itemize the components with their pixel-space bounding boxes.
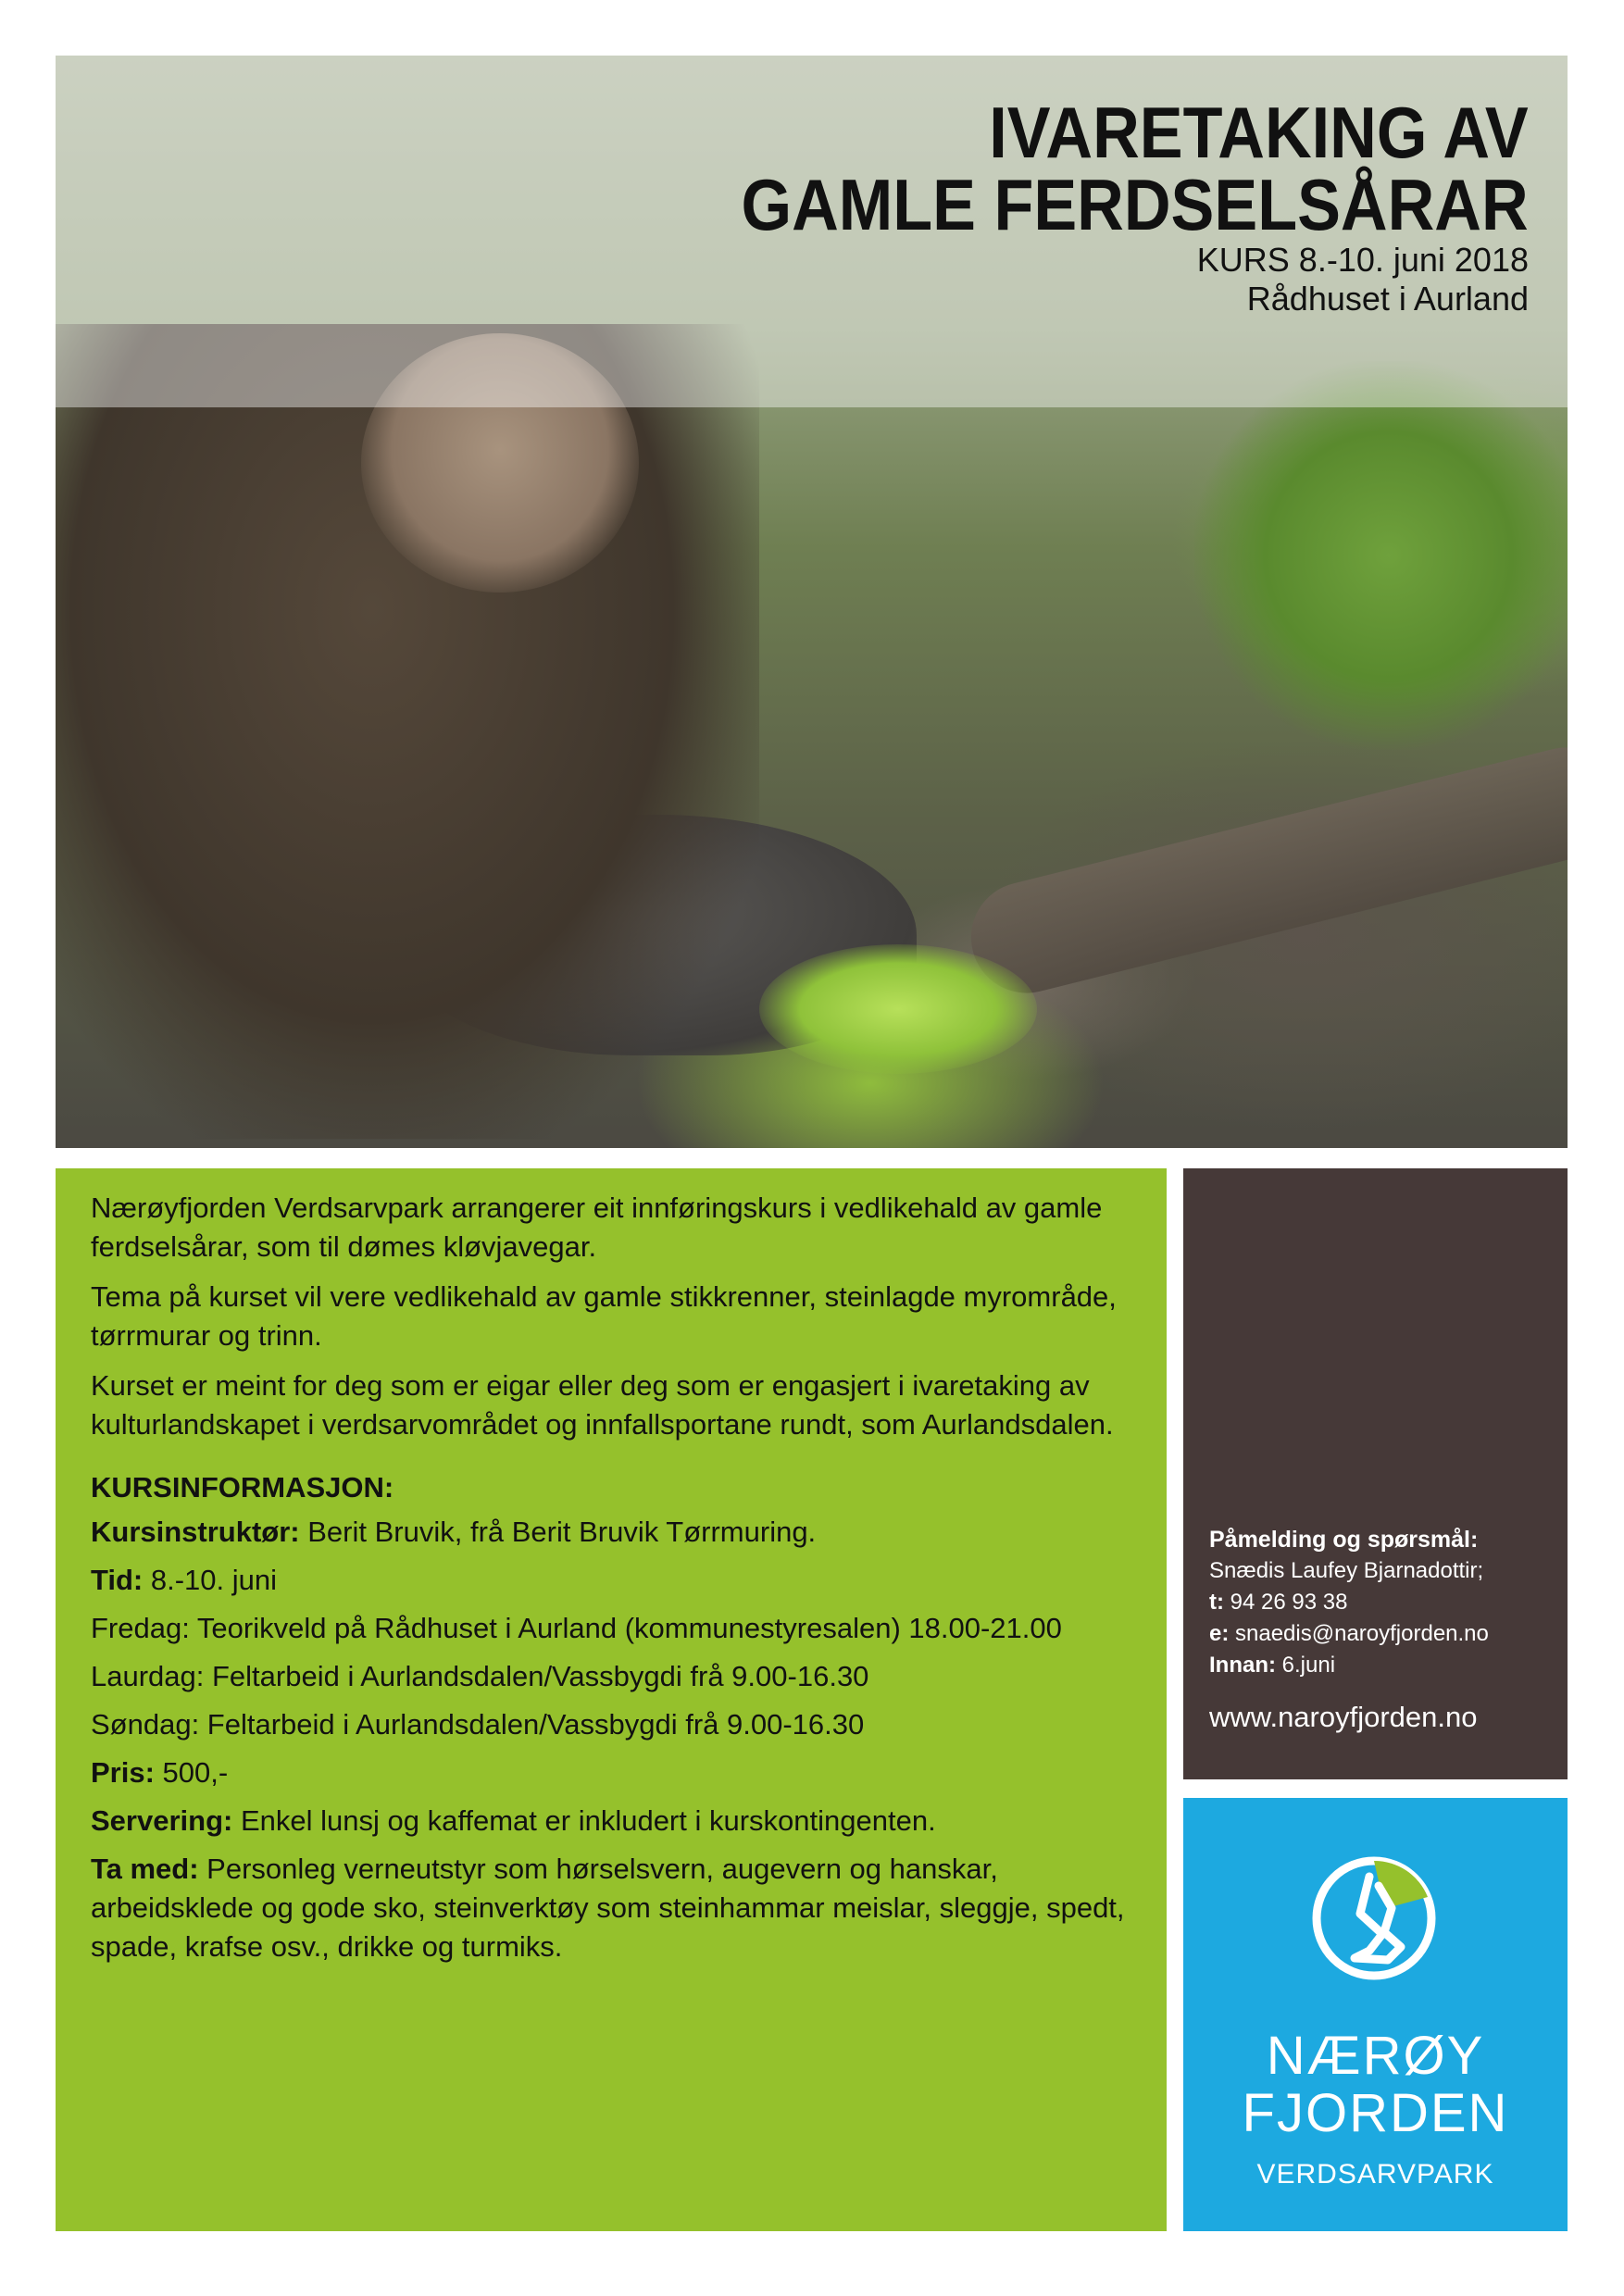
time-row [91, 1561, 1133, 1600]
fjord-logo-icon [1305, 1849, 1443, 1988]
email-label: e: [1209, 1621, 1230, 1646]
price-value: 500,- [154, 1756, 229, 1789]
logo-word-naroy: NÆRØY [1266, 2026, 1485, 2086]
intro-paragraph-3: Kurset er meint for deg som er eigar eller deg som er engasjert i ivaretaking av kulturlandskapet i verdsarvområdet og innfallsportane rundt, som Aurlandsdalen. [91, 1369, 1114, 1441]
course-info-heading: KURSINFORMASJON: [91, 1471, 394, 1504]
title-block [654, 92, 1529, 318]
instructor-label: Kursinstruktør: [91, 1516, 300, 1548]
phone-label: t: [1209, 1590, 1224, 1615]
logo-subtitle: VERDSARVPARK [1256, 2159, 1494, 2190]
course-venue: Rådhuset i Aurland [1246, 280, 1529, 318]
logo-panel [1183, 1798, 1568, 2231]
friday-row: Fredag: Teorikveld på Rådhuset i Aurland (kommunestyresalen) 18.00-21.00 [91, 1612, 1062, 1644]
contact-heading: Påmelding og spørsmål: [1209, 1527, 1479, 1553]
serving-value: Enkel lunsj og kaffemat er inkludert i kurskontingenten. [232, 1804, 936, 1837]
time-value: 8.-10. juni [143, 1564, 278, 1596]
photo-moss [759, 944, 1037, 1074]
contact-details [1209, 1524, 1549, 1733]
contact-name: Snædis Laufey Bjarnadottir; [1209, 1558, 1484, 1583]
saturday-row: Laurdag: Feltarbeid i Aurlandsdalen/Vassbygdi frå 9.00-16.30 [91, 1660, 869, 1692]
hero-photo [56, 56, 1568, 1148]
time-label: Tid: [91, 1564, 144, 1596]
title-line-1: IVARETAKING AV [989, 92, 1529, 173]
instructor-value: Berit Bruvik, frå Berit Bruvik Tørrmuring. [299, 1516, 817, 1548]
intro-paragraph-1: Nærøyfjorden Verdsarvpark arrangerer eit innføringskurs i vedlikehald av gamle ferdselsårar, som til dømes kløvjavegar. [91, 1192, 1103, 1263]
contact-panel [1183, 1168, 1568, 1779]
deadline-value: 6.juni [1276, 1653, 1336, 1678]
email-value: snaedis@naroyfjorden.no [1229, 1621, 1489, 1646]
photo-grass [1194, 361, 1568, 750]
contact-phone[interactable] [1209, 1587, 1549, 1618]
contact-deadline [1209, 1650, 1549, 1681]
price-label: Pris: [91, 1756, 155, 1789]
bring-value: Personleg verneutstyr som hørselsvern, augevern og hanskar, arbeidsklede og gode sko, steinverktøy som steinhammar meislar, sleggje, spedt, spade, krafse osv., drikke og turmiks. [91, 1853, 1125, 1963]
logo-word-fjorden: FJORDEN [1242, 2083, 1509, 2143]
instructor-row [91, 1513, 1133, 1552]
phone-value: 94 26 93 38 [1223, 1590, 1348, 1615]
sunday-row: Søndag: Feltarbeid i Aurlandsdalen/Vassbygdi frå 9.00-16.30 [91, 1708, 865, 1741]
deadline-label: Innan: [1209, 1653, 1276, 1678]
bring-label: Ta med: [91, 1853, 199, 1885]
title-line-2: GAMLE FERDSELSÅRAR [741, 164, 1529, 245]
intro-paragraph-2: Tema på kurset vil vere vedlikehald av gamle stikkrenner, steinlagde myrområde, tørrmurar og trinn. [91, 1280, 1117, 1352]
website-link[interactable]: www.naroyfjorden.no [1209, 1701, 1478, 1733]
serving-row [91, 1802, 1133, 1841]
serving-label: Servering: [91, 1804, 233, 1837]
bring-row [91, 1850, 1133, 1966]
contact-email[interactable] [1209, 1618, 1549, 1650]
course-dates: KURS 8.-10. juni 2018 [1196, 241, 1529, 279]
info-panel [56, 1168, 1167, 2231]
price-row [91, 1753, 1133, 1792]
photo-log [959, 736, 1568, 1005]
